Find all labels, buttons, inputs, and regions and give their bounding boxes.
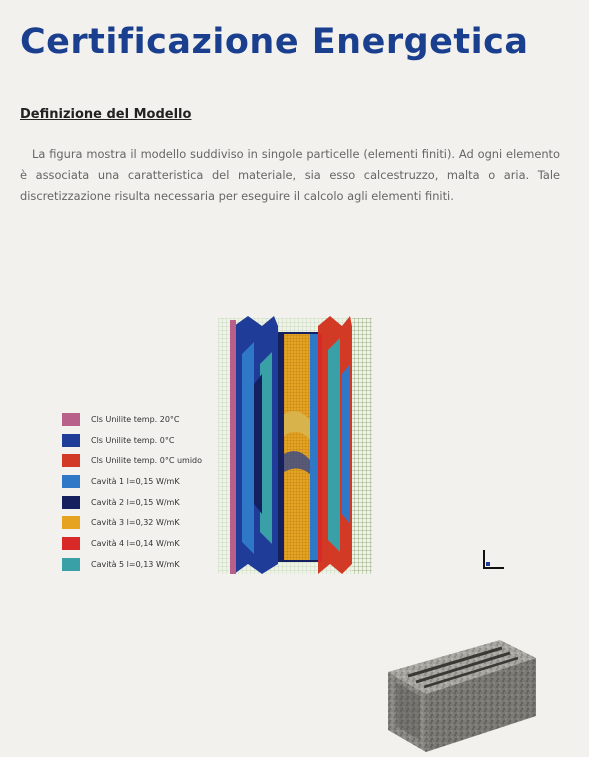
legend-swatch <box>62 413 80 426</box>
legend-label: Cavità 4 l=0,14 W/mK <box>91 538 180 548</box>
legend-item <box>62 492 202 513</box>
legend-item <box>62 409 202 430</box>
legend-label: Cavità 2 l=0,15 W/mK <box>91 497 180 507</box>
legend-label: Cls Unilite temp. 0°C umido <box>91 456 203 466</box>
legend-item <box>62 450 202 471</box>
page-title: Certificazione Energetica <box>20 22 529 62</box>
legend-swatch <box>62 537 80 550</box>
concrete-block-image <box>382 632 542 754</box>
legend-swatch <box>62 558 80 571</box>
legend-label: Cls Unilite temp. 20°C <box>91 414 180 424</box>
body-paragraph: La figura mostra il modello suddiviso in singole particelle (elementi finiti). Ad ogni elemento è associata una caratteristica del materiale, sia esso calcestruzzo, malta o aria. Tale discretizzazione risulta necessaria per eseguire il calcolo agli elementi finiti. <box>20 147 560 203</box>
legend-label: Cavità 5 l=0,13 W/mK <box>91 559 180 569</box>
legend-item <box>62 430 202 451</box>
section-heading: Definizione del Modello <box>20 107 192 122</box>
legend-swatch <box>62 516 80 529</box>
material-legend <box>62 409 202 575</box>
legend-item <box>62 471 202 492</box>
legend-swatch <box>62 475 80 488</box>
legend-label: Cavità 1 l=0,15 W/mK <box>91 476 180 486</box>
legend-swatch <box>62 434 80 447</box>
legend-item <box>62 533 202 554</box>
legend-item <box>62 554 202 575</box>
legend-swatch <box>62 454 80 467</box>
finite-element-model-figure <box>218 314 372 574</box>
legend-label: Cavità 3 l=0,32 W/mK <box>91 518 180 528</box>
legend-item <box>62 512 202 533</box>
legend-swatch <box>62 496 80 509</box>
legend-label: Cls Unilite temp. 0°C <box>91 435 175 445</box>
axis-indicator-icon <box>480 548 506 572</box>
